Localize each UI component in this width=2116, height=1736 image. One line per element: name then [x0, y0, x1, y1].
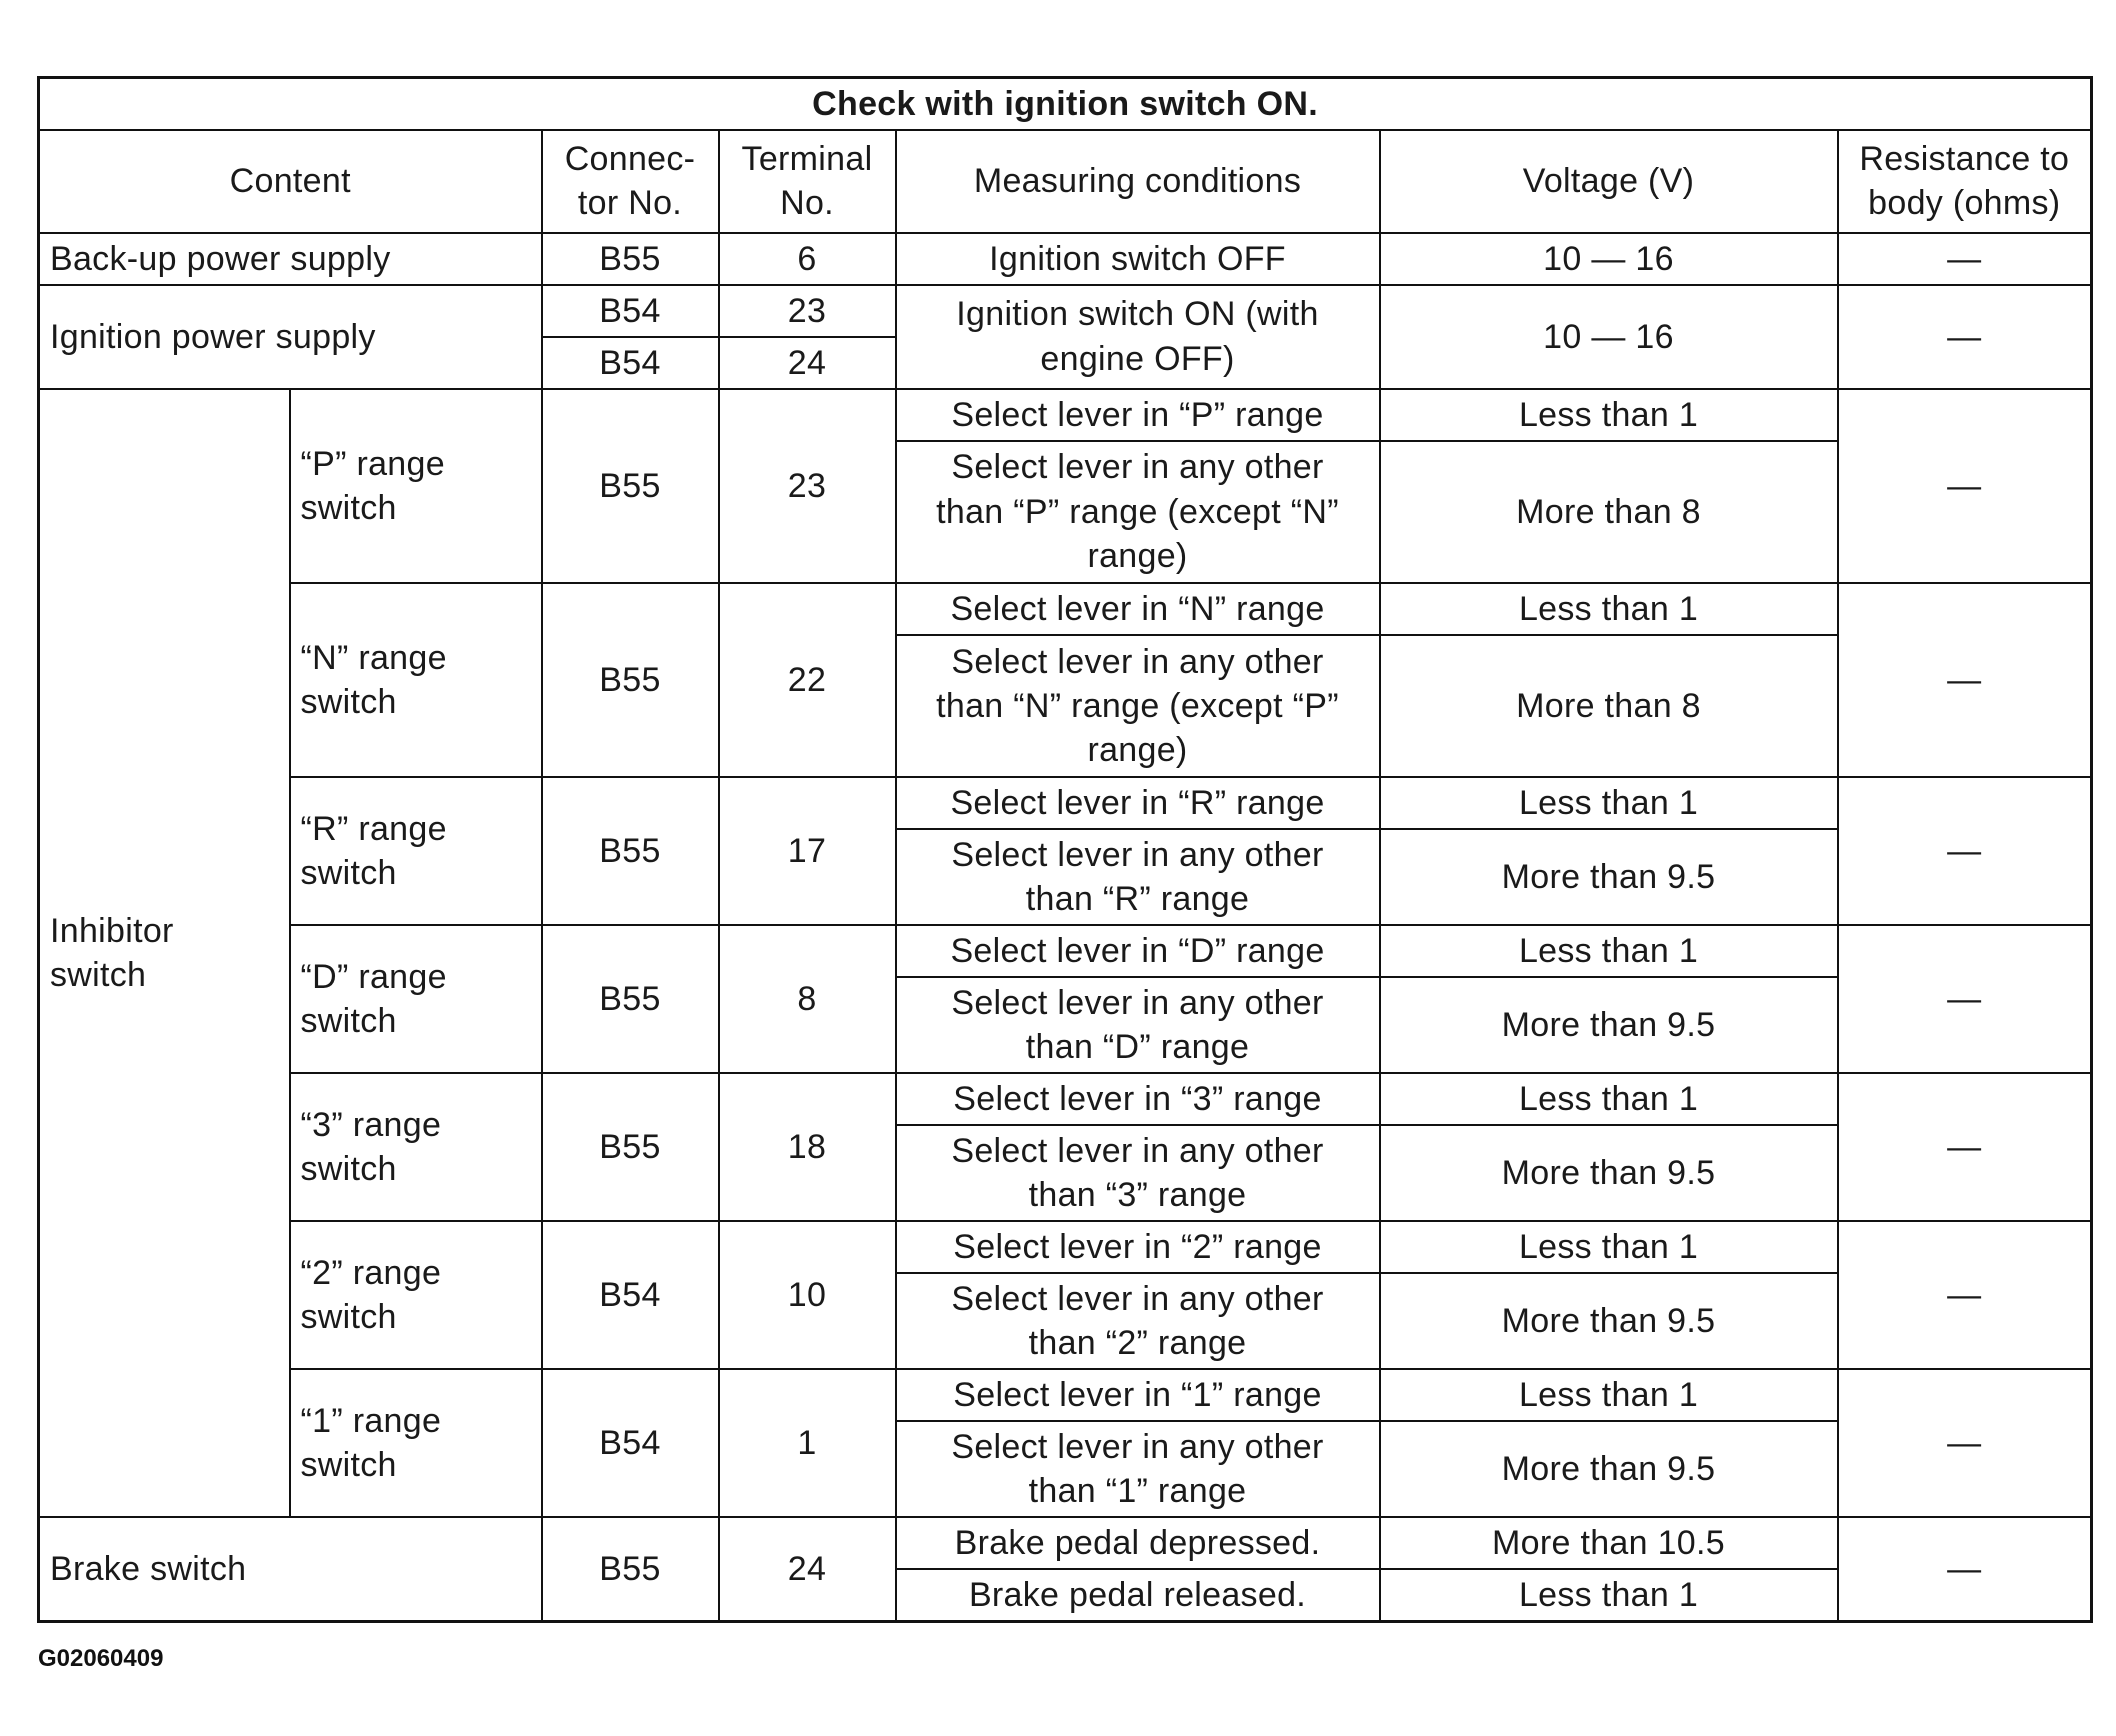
- check-table: [37, 76, 2093, 1623]
- range-switch-terminal: 22: [719, 583, 896, 777]
- check-table-container: [37, 76, 2090, 1623]
- table-title: Check with ignition switch ON.: [39, 78, 2092, 130]
- range-switch-connector: B55: [542, 389, 719, 583]
- range-switch-connector: B55: [542, 777, 719, 925]
- inhibitor-label: Inhibitor switch: [39, 389, 290, 1518]
- voltage-other-range: More than 9.5: [1380, 829, 1838, 925]
- range-switch-terminal: 17: [719, 777, 896, 925]
- range-switch-name: “3” range switch: [290, 1073, 542, 1221]
- table-row-inhibitor: [39, 583, 2092, 635]
- range-switch-resistance: —: [1838, 1221, 2092, 1369]
- table-row-ignition: [39, 285, 2092, 337]
- header-connector: Connec- tor No.: [542, 130, 719, 233]
- voltage-other-range: More than 9.5: [1380, 1125, 1838, 1221]
- brake-voltage-released: Less than 1: [1380, 1569, 1838, 1621]
- range-switch-resistance: —: [1838, 389, 2092, 583]
- header-terminal: Terminal No.: [719, 130, 896, 233]
- table-row-inhibitor: [39, 925, 2092, 977]
- ignition-voltage: 10 — 16: [1380, 285, 1838, 389]
- range-switch-connector: B54: [542, 1369, 719, 1517]
- range-switch-terminal: 8: [719, 925, 896, 1073]
- backup-resistance: —: [1838, 233, 2092, 285]
- header-resistance: Resistance to body (ohms): [1838, 130, 2092, 233]
- voltage-other-range: More than 9.5: [1380, 977, 1838, 1073]
- ignition-connector: B54: [542, 337, 719, 389]
- brake-condition-depressed: Brake pedal depressed.: [896, 1517, 1380, 1569]
- range-switch-terminal: 10: [719, 1221, 896, 1369]
- ignition-condition: Ignition switch ON (with engine OFF): [896, 285, 1380, 389]
- range-switch-resistance: —: [1838, 925, 2092, 1073]
- header-content: Content: [39, 130, 542, 233]
- backup-connector: B55: [542, 233, 719, 285]
- ignition-terminal: 23: [719, 285, 896, 337]
- condition-other-range: Select lever in any other than “1” range: [896, 1421, 1380, 1517]
- voltage-in-range: Less than 1: [1380, 777, 1838, 829]
- table-row-inhibitor: [39, 1369, 2092, 1421]
- header-conditions: Measuring conditions: [896, 130, 1380, 233]
- voltage-in-range: Less than 1: [1380, 583, 1838, 635]
- range-switch-name: “1” range switch: [290, 1369, 542, 1517]
- ignition-content: Ignition power supply: [39, 285, 542, 389]
- range-switch-connector: B54: [542, 1221, 719, 1369]
- ignition-connector: B54: [542, 285, 719, 337]
- header-voltage: Voltage (V): [1380, 130, 1838, 233]
- range-switch-name: “P” range switch: [290, 389, 542, 583]
- table-row-backup: [39, 233, 2092, 285]
- header-row: [39, 130, 2092, 233]
- range-switch-connector: B55: [542, 1073, 719, 1221]
- range-switch-connector: B55: [542, 583, 719, 777]
- condition-other-range: Select lever in any other than “3” range: [896, 1125, 1380, 1221]
- ignition-resistance: —: [1838, 285, 2092, 389]
- condition-in-range: Select lever in “N” range: [896, 583, 1380, 635]
- backup-terminal: 6: [719, 233, 896, 285]
- voltage-in-range: Less than 1: [1380, 1369, 1838, 1421]
- voltage-in-range: Less than 1: [1380, 925, 1838, 977]
- range-switch-connector: B55: [542, 925, 719, 1073]
- range-switch-terminal: 18: [719, 1073, 896, 1221]
- condition-in-range: Select lever in “3” range: [896, 1073, 1380, 1125]
- voltage-other-range: More than 9.5: [1380, 1421, 1838, 1517]
- voltage-in-range: Less than 1: [1380, 1221, 1838, 1273]
- condition-other-range: Select lever in any other than “D” range: [896, 977, 1380, 1073]
- voltage-in-range: Less than 1: [1380, 1073, 1838, 1125]
- range-switch-name: “N” range switch: [290, 583, 542, 777]
- table-row-inhibitor: [39, 389, 2092, 441]
- voltage-other-range: More than 8: [1380, 635, 1838, 777]
- brake-terminal: 24: [719, 1517, 896, 1621]
- condition-in-range: Select lever in “D” range: [896, 925, 1380, 977]
- condition-other-range: Select lever in any other than “P” range (except “N” range): [896, 441, 1380, 583]
- range-switch-resistance: —: [1838, 1369, 2092, 1517]
- range-switch-name: “D” range switch: [290, 925, 542, 1073]
- condition-other-range: Select lever in any other than “2” range: [896, 1273, 1380, 1369]
- ignition-terminal: 24: [719, 337, 896, 389]
- condition-other-range: Select lever in any other than “R” range: [896, 829, 1380, 925]
- figure-code: G02060409: [38, 1645, 164, 1672]
- brake-condition-released: Brake pedal released.: [896, 1569, 1380, 1621]
- backup-voltage: 10 — 16: [1380, 233, 1838, 285]
- range-switch-resistance: —: [1838, 1073, 2092, 1221]
- backup-content: Back-up power supply: [39, 233, 542, 285]
- backup-condition: Ignition switch OFF: [896, 233, 1380, 285]
- table-row-brake: [39, 1517, 2092, 1569]
- range-switch-name: “R” range switch: [290, 777, 542, 925]
- brake-voltage-depressed: More than 10.5: [1380, 1517, 1838, 1569]
- range-switch-name: “2” range switch: [290, 1221, 542, 1369]
- voltage-other-range: More than 9.5: [1380, 1273, 1838, 1369]
- condition-in-range: Select lever in “P” range: [896, 389, 1380, 441]
- table-row-inhibitor: [39, 777, 2092, 829]
- range-switch-terminal: 1: [719, 1369, 896, 1517]
- voltage-other-range: More than 8: [1380, 441, 1838, 583]
- condition-in-range: Select lever in “2” range: [896, 1221, 1380, 1273]
- table-row-inhibitor: [39, 1221, 2092, 1273]
- condition-in-range: Select lever in “1” range: [896, 1369, 1380, 1421]
- voltage-in-range: Less than 1: [1380, 389, 1838, 441]
- brake-content: Brake switch: [39, 1517, 542, 1621]
- brake-resistance: —: [1838, 1517, 2092, 1621]
- condition-in-range: Select lever in “R” range: [896, 777, 1380, 829]
- table-row-inhibitor: [39, 1073, 2092, 1125]
- brake-connector: B55: [542, 1517, 719, 1621]
- condition-other-range: Select lever in any other than “N” range (except “P” range): [896, 635, 1380, 777]
- range-switch-resistance: —: [1838, 777, 2092, 925]
- range-switch-resistance: —: [1838, 583, 2092, 777]
- range-switch-terminal: 23: [719, 389, 896, 583]
